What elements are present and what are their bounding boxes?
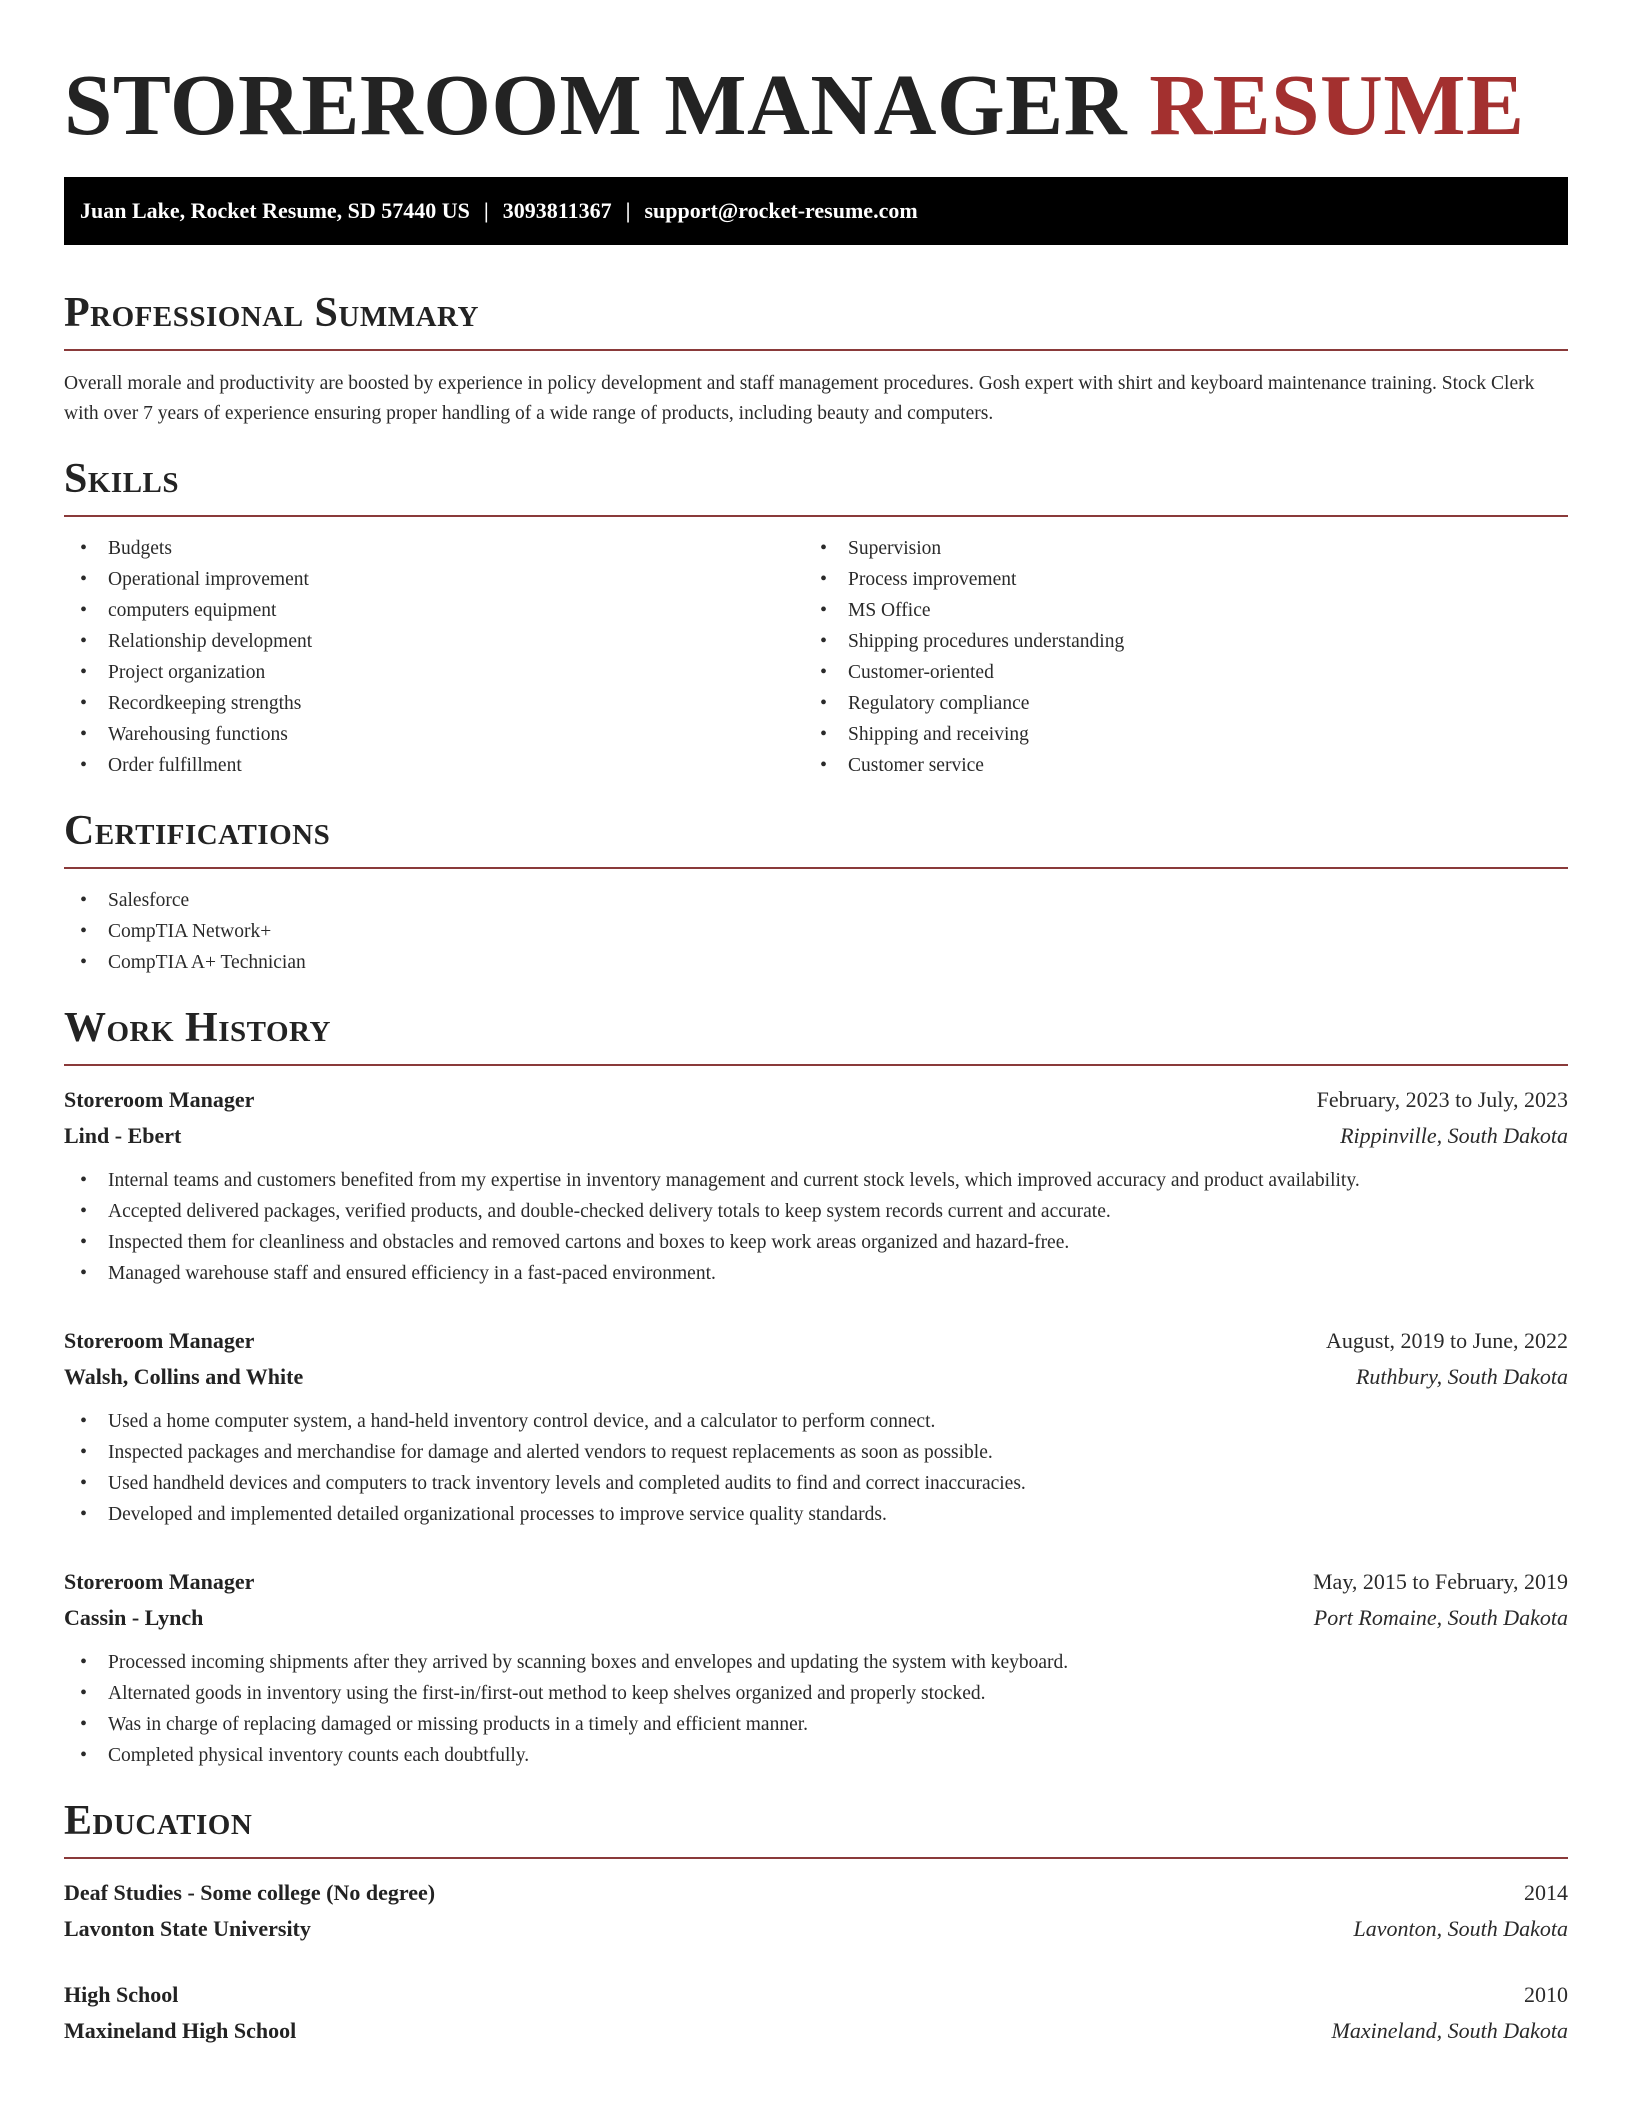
skills-columns bbox=[64, 533, 1568, 781]
section-divider bbox=[64, 349, 1568, 351]
skill-item: • Process improvement bbox=[804, 564, 1544, 595]
job-duty: • Accepted delivered packages, verified products, and double-checked delivery totals to keep system records current and accurate. bbox=[64, 1196, 1568, 1227]
job-title: Storeroom Manager bbox=[64, 1087, 255, 1112]
education-entry bbox=[64, 1977, 1568, 2049]
section-heading-work: Work History bbox=[64, 1005, 331, 1051]
education-degree: Deaf Studies - Some college (No degree) bbox=[64, 1880, 436, 1905]
job-duties-list bbox=[64, 1165, 1568, 1289]
education-degree: High School bbox=[64, 1982, 179, 2007]
education-school-row bbox=[64, 1911, 1568, 1947]
skill-item: • Warehousing functions bbox=[64, 719, 804, 750]
work-history-section bbox=[64, 1004, 1568, 1771]
skill-item: • Customer service bbox=[804, 750, 1544, 781]
contact-separator: | bbox=[483, 198, 489, 223]
job-duty: • Inspected packages and merchandise for damage and alerted vendors to request replacements as soon as possible. bbox=[64, 1437, 1568, 1468]
section-heading-certifications: Certifications bbox=[64, 808, 331, 854]
section-divider bbox=[64, 515, 1568, 517]
job-entry bbox=[64, 1323, 1568, 1530]
skill-item: • computers equipment bbox=[64, 595, 804, 626]
education-location: Maxineland, South Dakota bbox=[1331, 2018, 1568, 2043]
job-duty: • Developed and implemented detailed organizational processes to improve service quality standards. bbox=[64, 1499, 1568, 1530]
job-company-row bbox=[64, 1359, 1568, 1395]
section-heading-summary: Professional Summary bbox=[64, 290, 479, 336]
job-header-row bbox=[64, 1564, 1568, 1600]
certification-item: • CompTIA Network+ bbox=[64, 916, 1568, 947]
contact-bar bbox=[64, 177, 1568, 245]
section-heading-education: Education bbox=[64, 1798, 253, 1844]
certification-item: • Salesforce bbox=[64, 885, 1568, 916]
skill-item: • Regulatory compliance bbox=[804, 688, 1544, 719]
section-divider bbox=[64, 1064, 1568, 1066]
job-company: Cassin - Lynch bbox=[64, 1605, 204, 1630]
certification-item: • CompTIA A+ Technician bbox=[64, 947, 1568, 978]
summary-text: Overall morale and productivity are boosted by experience in policy development and staff management procedures. Gosh expert with shirt and keyboard maintenance training. Stock Clerk with over 7 years of experience ensuring proper handling of a wide range of products, including beauty and computers. bbox=[64, 373, 1535, 424]
skill-item: • Shipping and receiving bbox=[804, 719, 1544, 750]
job-dates: May, 2015 to February, 2019 bbox=[1313, 1569, 1568, 1594]
resume-title bbox=[64, 56, 1568, 154]
contact-separator: | bbox=[625, 198, 631, 223]
job-duty: • Internal teams and customers benefited from my expertise in inventory management and current stock levels, which improved accuracy and product availability. bbox=[64, 1165, 1568, 1196]
job-location: Rippinville, South Dakota bbox=[1340, 1123, 1568, 1148]
education-school: Maxineland High School bbox=[64, 2018, 297, 2043]
resume-title-main: STOREROOM MANAGER bbox=[64, 56, 1128, 153]
skill-item: • MS Office bbox=[804, 595, 1544, 626]
skill-item: • Shipping procedures understanding bbox=[804, 626, 1544, 657]
education-header-row bbox=[64, 1977, 1568, 2013]
job-dates: August, 2019 to June, 2022 bbox=[1326, 1328, 1568, 1353]
job-header-row bbox=[64, 1323, 1568, 1359]
skill-item: • Relationship development bbox=[64, 626, 804, 657]
education-location: Lavonton, South Dakota bbox=[1353, 1916, 1568, 1941]
skill-item: • Recordkeeping strengths bbox=[64, 688, 804, 719]
skills-list-left bbox=[64, 533, 804, 781]
job-duty: • Completed physical inventory counts each doubtfully. bbox=[64, 1740, 1568, 1771]
education-entry bbox=[64, 1875, 1568, 1947]
section-heading-skills: Skills bbox=[64, 456, 180, 502]
skill-item: • Budgets bbox=[64, 533, 804, 564]
contact-email: support@rocket-resume.com bbox=[644, 198, 918, 223]
certifications-list bbox=[64, 885, 1568, 978]
job-entry bbox=[64, 1082, 1568, 1289]
job-duty: • Managed warehouse staff and ensured efficiency in a fast-paced environment. bbox=[64, 1258, 1568, 1289]
resume-title-accent: RESUME bbox=[1149, 56, 1525, 153]
skill-item: • Customer-oriented bbox=[804, 657, 1544, 688]
job-location: Port Romaine, South Dakota bbox=[1313, 1605, 1568, 1630]
job-location: Ruthbury, South Dakota bbox=[1355, 1364, 1568, 1389]
resume-page bbox=[64, 56, 1568, 2049]
job-title: Storeroom Manager bbox=[64, 1569, 255, 1594]
job-duties-list bbox=[64, 1647, 1568, 1771]
job-duty: • Alternated goods in inventory using the first-in/first-out method to keep shelves organized and properly stocked. bbox=[64, 1678, 1568, 1709]
contact-phone: 3093811367 bbox=[502, 198, 612, 223]
certifications-section bbox=[64, 807, 1568, 978]
education-header-row bbox=[64, 1875, 1568, 1911]
skill-item: • Operational improvement bbox=[64, 564, 804, 595]
job-company-row bbox=[64, 1600, 1568, 1636]
section-divider bbox=[64, 1857, 1568, 1859]
education-year: 2014 bbox=[1524, 1880, 1568, 1905]
job-duty: • Used handheld devices and computers to track inventory levels and completed audits to find and correct inaccuracies. bbox=[64, 1468, 1568, 1499]
skill-item: • Project organization bbox=[64, 657, 804, 688]
job-company: Lind - Ebert bbox=[64, 1123, 182, 1148]
skill-item: • Supervision bbox=[804, 533, 1544, 564]
job-duty: • Processed incoming shipments after they arrived by scanning boxes and envelopes and updating the system with keyboard. bbox=[64, 1647, 1568, 1678]
education-school: Lavonton State University bbox=[64, 1916, 311, 1941]
skills-list-right bbox=[804, 533, 1544, 781]
job-company-row bbox=[64, 1118, 1568, 1154]
education-school-row bbox=[64, 2013, 1568, 2049]
education-year: 2010 bbox=[1524, 1982, 1568, 2007]
skills-column-left bbox=[64, 533, 804, 781]
job-header-row bbox=[64, 1082, 1568, 1118]
skill-item: • Order fulfillment bbox=[64, 750, 804, 781]
job-duty: • Used a home computer system, a hand-held inventory control device, and a calculator to perform connect. bbox=[64, 1406, 1568, 1437]
job-company: Walsh, Collins and White bbox=[64, 1364, 304, 1389]
contact-address: Juan Lake, Rocket Resume, SD 57440 US bbox=[80, 198, 470, 223]
job-duty: • Inspected them for cleanliness and obstacles and removed cartons and boxes to keep work areas organized and hazard-free. bbox=[64, 1227, 1568, 1258]
summary-section bbox=[64, 289, 1568, 429]
skills-column-right bbox=[804, 533, 1544, 781]
job-duties-list bbox=[64, 1406, 1568, 1530]
job-entry bbox=[64, 1564, 1568, 1771]
education-section bbox=[64, 1797, 1568, 2049]
job-duty: • Was in charge of replacing damaged or missing products in a timely and efficient manner. bbox=[64, 1709, 1568, 1740]
job-title: Storeroom Manager bbox=[64, 1328, 255, 1353]
section-divider bbox=[64, 867, 1568, 869]
skills-section bbox=[64, 455, 1568, 781]
job-dates: February, 2023 to July, 2023 bbox=[1316, 1087, 1568, 1112]
